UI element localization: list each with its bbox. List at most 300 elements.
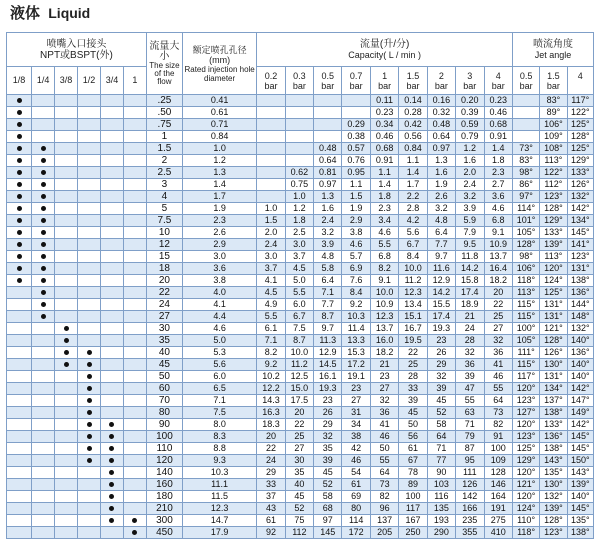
angle-cell: 145° bbox=[567, 503, 593, 515]
capacity-cell: 5.9 bbox=[456, 215, 484, 227]
table-row bbox=[7, 263, 594, 275]
capacity-cell: 52 bbox=[427, 407, 455, 419]
angle-cell: 115° bbox=[512, 359, 539, 371]
capacity-cell bbox=[285, 155, 313, 167]
diameter-cell: 8.3 bbox=[182, 431, 256, 443]
connection-cell bbox=[100, 143, 123, 155]
capacity-cell: 14.2 bbox=[427, 287, 455, 299]
available-dot-icon bbox=[41, 278, 46, 283]
connection-cell bbox=[32, 347, 55, 359]
capacity-cell: 1.9 bbox=[342, 203, 370, 215]
capacity-cell: 0.68 bbox=[484, 119, 512, 131]
angle-cell: 98° bbox=[512, 167, 539, 179]
table-row bbox=[7, 383, 594, 395]
capacity-cell: 10.0 bbox=[370, 287, 398, 299]
capacity-cell: 8.2 bbox=[370, 263, 398, 275]
connection-cell bbox=[100, 371, 123, 383]
angle-cell: 139° bbox=[567, 479, 593, 491]
capacity-cell: 112 bbox=[285, 527, 313, 539]
angle-pressure-value: 1.5 bbox=[547, 70, 560, 81]
capacity-cell: 235 bbox=[456, 515, 484, 527]
capacity-cell: 14.2 bbox=[456, 263, 484, 275]
capacity-cell: 0.16 bbox=[427, 95, 455, 107]
capacity-cell: 11.3 bbox=[314, 335, 342, 347]
connection-cell bbox=[100, 287, 123, 299]
capacity-cell: 78 bbox=[399, 467, 427, 479]
capacity-cell: 0.48 bbox=[314, 143, 342, 155]
flow-size-cell: 450 bbox=[146, 527, 182, 539]
angle-cell: 140° bbox=[567, 335, 593, 347]
capacity-cell: 10.9 bbox=[370, 299, 398, 311]
angle-cell: 132° bbox=[567, 323, 593, 335]
connection-cell bbox=[32, 215, 55, 227]
title-en: Liquid bbox=[48, 5, 91, 21]
connection-cell bbox=[100, 215, 123, 227]
connection-cell bbox=[55, 143, 78, 155]
diameter-cell: 7.5 bbox=[182, 407, 256, 419]
pressure-header-4 bbox=[370, 67, 398, 95]
capacity-cell: 0.14 bbox=[399, 95, 427, 107]
connection-cell bbox=[78, 455, 101, 467]
connection-cell bbox=[100, 131, 123, 143]
pressure-header-0 bbox=[257, 67, 285, 95]
pressure-value: 0.2 bbox=[264, 70, 278, 81]
connection-cell bbox=[55, 419, 78, 431]
capacity-cell: 27 bbox=[370, 383, 398, 395]
connection-cell bbox=[55, 407, 78, 419]
capacity-cell: 31 bbox=[342, 407, 370, 419]
connection-cell bbox=[100, 167, 123, 179]
diameter-cell: 8.8 bbox=[182, 443, 256, 455]
connection-cell bbox=[78, 119, 101, 131]
table-row bbox=[7, 179, 594, 191]
flow-size-cell: 2 bbox=[146, 155, 182, 167]
capacity-cell bbox=[285, 143, 313, 155]
connection-cell bbox=[55, 299, 78, 311]
capacity-cell: 9.7 bbox=[314, 323, 342, 335]
angle-cell: 129° bbox=[540, 215, 567, 227]
capacity-cell bbox=[257, 131, 285, 143]
capacity-cell: 191 bbox=[484, 503, 512, 515]
available-dot-icon bbox=[17, 206, 22, 211]
diameter-cell: 4.4 bbox=[182, 311, 256, 323]
capacity-cell: 52 bbox=[314, 479, 342, 491]
connection-cell bbox=[100, 191, 123, 203]
connection-cell bbox=[78, 155, 101, 167]
connection-cell bbox=[7, 263, 32, 275]
capacity-cell: 6.8 bbox=[370, 251, 398, 263]
flow-header-en: The size of the flow bbox=[149, 60, 180, 86]
capacity-cell: 0.34 bbox=[370, 119, 398, 131]
connection-cell bbox=[7, 443, 32, 455]
connection-cell bbox=[100, 227, 123, 239]
angle-cell: 111° bbox=[512, 347, 539, 359]
connection-cell bbox=[100, 431, 123, 443]
capacity-cell: 58 bbox=[314, 491, 342, 503]
angle-cell: 133° bbox=[540, 419, 567, 431]
available-dot-icon bbox=[87, 434, 92, 439]
angle-cell: 112° bbox=[540, 179, 567, 191]
connection-cell bbox=[100, 491, 123, 503]
diameter-cell: 7.1 bbox=[182, 395, 256, 407]
capacity-cell: 20 bbox=[285, 407, 313, 419]
pressure-header-6 bbox=[427, 67, 455, 95]
capacity-cell: 36 bbox=[484, 347, 512, 359]
angle-cell: 128° bbox=[540, 515, 567, 527]
connection-cell bbox=[78, 383, 101, 395]
connection-cell bbox=[32, 407, 55, 419]
connection-cell bbox=[78, 311, 101, 323]
table-row bbox=[7, 455, 594, 467]
connection-cell bbox=[7, 215, 32, 227]
diameter-cell: 4.0 bbox=[182, 287, 256, 299]
table-row bbox=[7, 107, 594, 119]
connection-cell bbox=[7, 275, 32, 287]
capacity-cell: 13.3 bbox=[342, 335, 370, 347]
diameter-cell: 5.6 bbox=[182, 359, 256, 371]
capacity-cell: 1.4 bbox=[484, 143, 512, 155]
capacity-cell: 114 bbox=[342, 515, 370, 527]
connection-cell bbox=[32, 443, 55, 455]
capacity-cell: 82 bbox=[484, 419, 512, 431]
connection-cell bbox=[7, 107, 32, 119]
available-dot-icon bbox=[41, 254, 46, 259]
pressure-unit: bar bbox=[292, 80, 306, 91]
capacity-cell: 2.3 bbox=[370, 203, 398, 215]
capacity-cell: 7.9 bbox=[456, 227, 484, 239]
capacity-cell: 15.5 bbox=[427, 299, 455, 311]
connection-cell bbox=[32, 263, 55, 275]
angle-cell: 134° bbox=[540, 383, 567, 395]
connection-cell bbox=[100, 239, 123, 251]
capacity-cell: 46 bbox=[342, 455, 370, 467]
angle-cell: 121° bbox=[512, 479, 539, 491]
connection-cell bbox=[55, 395, 78, 407]
angle-cell: 86° bbox=[512, 179, 539, 191]
capacity-cell: 4.5 bbox=[257, 287, 285, 299]
size-header-2: 3/8 bbox=[55, 67, 78, 95]
diameter-header bbox=[182, 33, 256, 95]
connection-cell bbox=[123, 263, 146, 275]
angle-cell: 108° bbox=[540, 143, 567, 155]
capacity-cell: 4.9 bbox=[257, 299, 285, 311]
diameter-cell: 17.9 bbox=[182, 527, 256, 539]
angle-cell: 150° bbox=[567, 455, 593, 467]
capacity-cell: 14.5 bbox=[314, 359, 342, 371]
capacity-cell: 7.7 bbox=[314, 299, 342, 311]
connection-cell bbox=[7, 299, 32, 311]
connection-cell bbox=[55, 335, 78, 347]
capacity-cell: 3.0 bbox=[257, 251, 285, 263]
capacity-cell: 42 bbox=[342, 443, 370, 455]
available-dot-icon bbox=[17, 254, 22, 259]
diameter-cell: 10.3 bbox=[182, 467, 256, 479]
angle-cell bbox=[512, 131, 539, 143]
angle-cell: 128° bbox=[540, 335, 567, 347]
flow-size-cell: 1 bbox=[146, 131, 182, 143]
pressure-unit: bar bbox=[321, 80, 335, 91]
angle-pressure-unit: bar bbox=[519, 80, 533, 91]
connection-cell bbox=[55, 215, 78, 227]
diameter-cell: 1.4 bbox=[182, 179, 256, 191]
capacity-cell: 73 bbox=[484, 407, 512, 419]
diameter-cell: 0.61 bbox=[182, 107, 256, 119]
table-row bbox=[7, 287, 594, 299]
diameter-header-zh: 额定喷孔孔径(mm) bbox=[192, 44, 247, 65]
connection-cell bbox=[55, 119, 78, 131]
connection-cell bbox=[32, 455, 55, 467]
angle-cell: 124° bbox=[512, 503, 539, 515]
table-row bbox=[7, 431, 594, 443]
capacity-cell: 26 bbox=[427, 347, 455, 359]
capacity-cell: 0.57 bbox=[342, 143, 370, 155]
connection-cell bbox=[78, 95, 101, 107]
connection-cell bbox=[100, 383, 123, 395]
table-row bbox=[7, 191, 594, 203]
available-dot-icon bbox=[17, 230, 22, 235]
connection-cell bbox=[100, 323, 123, 335]
table-row bbox=[7, 119, 594, 131]
available-dot-icon bbox=[17, 158, 22, 163]
connection-cell bbox=[7, 479, 32, 491]
connection-cell bbox=[55, 275, 78, 287]
capacity-cell: 2.0 bbox=[456, 167, 484, 179]
flow-size-cell: 30 bbox=[146, 323, 182, 335]
table-row bbox=[7, 479, 594, 491]
available-dot-icon bbox=[64, 326, 69, 331]
connection-cell bbox=[123, 311, 146, 323]
angle-cell: 140° bbox=[567, 359, 593, 371]
connection-cell bbox=[55, 227, 78, 239]
angle-cell: 144° bbox=[567, 299, 593, 311]
capacity-cell: 50 bbox=[399, 419, 427, 431]
connection-cell bbox=[78, 215, 101, 227]
connection-cell bbox=[7, 503, 32, 515]
angle-cell: 131° bbox=[540, 299, 567, 311]
capacity-cell: 2.8 bbox=[399, 203, 427, 215]
capacity-cell: 0.81 bbox=[314, 167, 342, 179]
capacity-cell: 2.3 bbox=[484, 167, 512, 179]
table-row bbox=[7, 527, 594, 539]
available-dot-icon bbox=[109, 458, 114, 463]
connection-cell bbox=[55, 191, 78, 203]
capacity-cell: 18.2 bbox=[370, 347, 398, 359]
angle-cell: 129° bbox=[567, 155, 593, 167]
diameter-cell: 3.0 bbox=[182, 251, 256, 263]
connection-cell bbox=[123, 443, 146, 455]
capacity-cell: 19.5 bbox=[399, 335, 427, 347]
capacity-cell: 0.79 bbox=[456, 131, 484, 143]
connection-cell bbox=[7, 347, 32, 359]
connection-cell bbox=[55, 287, 78, 299]
pressure-header-3 bbox=[342, 67, 370, 95]
capacity-cell: 17.4 bbox=[456, 287, 484, 299]
diameter-cell: 3.6 bbox=[182, 263, 256, 275]
angle-cell: 115° bbox=[512, 311, 539, 323]
capacity-cell: 3.9 bbox=[314, 239, 342, 251]
capacity-cell: 1.0 bbox=[257, 203, 285, 215]
capacity-cell: 9.2 bbox=[257, 359, 285, 371]
flow-size-cell: 110 bbox=[146, 443, 182, 455]
angle-cell: 131° bbox=[540, 311, 567, 323]
capacity-cell: 166 bbox=[456, 503, 484, 515]
connection-cell bbox=[100, 515, 123, 527]
available-dot-icon bbox=[87, 398, 92, 403]
capacity-cell: 10.2 bbox=[257, 371, 285, 383]
capacity-cell: 32 bbox=[370, 395, 398, 407]
connection-cell bbox=[32, 119, 55, 131]
capacity-cell: 0.29 bbox=[342, 119, 370, 131]
connection-cell bbox=[55, 515, 78, 527]
capacity-cell: 1.1 bbox=[370, 167, 398, 179]
capacity-cell: 36 bbox=[370, 407, 398, 419]
capacity-cell: 1.8 bbox=[484, 155, 512, 167]
diameter-cell: 0.41 bbox=[182, 95, 256, 107]
capacity-cell: 3.2 bbox=[314, 227, 342, 239]
table-row bbox=[7, 467, 594, 479]
pressure-header-5 bbox=[399, 67, 427, 95]
connection-cell bbox=[55, 467, 78, 479]
table-row bbox=[7, 203, 594, 215]
connection-cell bbox=[32, 131, 55, 143]
pressure-header-1 bbox=[285, 67, 313, 95]
angle-cell: 148° bbox=[567, 311, 593, 323]
angle-cell: 117° bbox=[567, 95, 593, 107]
angle-cell: 140° bbox=[567, 371, 593, 383]
capacity-cell: 32 bbox=[427, 371, 455, 383]
angle-cell: 136° bbox=[567, 347, 593, 359]
available-dot-icon bbox=[17, 266, 22, 271]
capacity-cell: 8.2 bbox=[257, 347, 285, 359]
capacity-cell: 13.7 bbox=[370, 323, 398, 335]
diameter-cell: 2.9 bbox=[182, 239, 256, 251]
flow-size-cell: 4 bbox=[146, 191, 182, 203]
angle-cell bbox=[512, 95, 539, 107]
angle-cell: 136° bbox=[540, 431, 567, 443]
connection-cell bbox=[123, 215, 146, 227]
capacity-cell: 1.2 bbox=[285, 203, 313, 215]
available-dot-icon bbox=[17, 242, 22, 247]
capacity-cell: 18.2 bbox=[484, 275, 512, 287]
capacity-cell: 7.6 bbox=[342, 275, 370, 287]
connection-cell bbox=[100, 299, 123, 311]
flow-size-cell: 100 bbox=[146, 431, 182, 443]
diameter-cell: 1.0 bbox=[182, 143, 256, 155]
capacity-cell: 63 bbox=[456, 407, 484, 419]
capacity-cell: 1.0 bbox=[285, 191, 313, 203]
diameter-cell: 2.6 bbox=[182, 227, 256, 239]
connection-cell bbox=[7, 515, 32, 527]
diameter-cell: 11.1 bbox=[182, 479, 256, 491]
available-dot-icon bbox=[87, 362, 92, 367]
flow-size-cell: 2.5 bbox=[146, 167, 182, 179]
capacity-cell: 1.9 bbox=[427, 179, 455, 191]
capacity-cell: 39 bbox=[427, 383, 455, 395]
connection-cell bbox=[7, 311, 32, 323]
pressure-unit: bar bbox=[406, 80, 420, 91]
angle-cell: 133° bbox=[540, 227, 567, 239]
capacity-cell bbox=[342, 95, 370, 107]
angle-cell: 123° bbox=[512, 395, 539, 407]
angle-cell: 114° bbox=[512, 203, 539, 215]
available-dot-icon bbox=[17, 218, 22, 223]
diameter-cell: 1.7 bbox=[182, 191, 256, 203]
capacity-cell: 30 bbox=[285, 455, 313, 467]
capacity-cell: 4.1 bbox=[257, 275, 285, 287]
capacity-cell: 0.38 bbox=[342, 131, 370, 143]
capacity-cell: 58 bbox=[427, 419, 455, 431]
angle-cell: 138° bbox=[540, 407, 567, 419]
connection-cell bbox=[78, 275, 101, 287]
connection-cell bbox=[123, 107, 146, 119]
capacity-cell: 1.5 bbox=[257, 215, 285, 227]
connection-cell bbox=[78, 467, 101, 479]
connection-cell bbox=[100, 479, 123, 491]
capacity-cell: 37 bbox=[257, 491, 285, 503]
available-dot-icon bbox=[87, 446, 92, 451]
connection-cell bbox=[7, 179, 32, 191]
capacity-cell: 145 bbox=[314, 527, 342, 539]
connection-cell bbox=[32, 335, 55, 347]
capacity-cell: 5.5 bbox=[285, 287, 313, 299]
capacity-cell: 3.6 bbox=[484, 191, 512, 203]
capacity-cell: 2.6 bbox=[427, 191, 455, 203]
available-dot-icon bbox=[41, 218, 46, 223]
capacity-cell bbox=[342, 107, 370, 119]
connection-cell bbox=[7, 191, 32, 203]
capacity-cell: 79 bbox=[456, 431, 484, 443]
connection-cell bbox=[32, 503, 55, 515]
angle-cell: 142° bbox=[567, 383, 593, 395]
pressure-header-8 bbox=[484, 67, 512, 95]
capacity-cell: 3.4 bbox=[370, 215, 398, 227]
capacity-cell: 1.4 bbox=[370, 179, 398, 191]
table-row bbox=[7, 275, 594, 287]
available-dot-icon bbox=[17, 170, 22, 175]
connection-cell bbox=[55, 131, 78, 143]
capacity-cell: 3.2 bbox=[456, 191, 484, 203]
angle-cell: 106° bbox=[540, 119, 567, 131]
capacity-cell: 4.2 bbox=[399, 215, 427, 227]
table-row bbox=[7, 143, 594, 155]
capacity-cell: 39 bbox=[314, 455, 342, 467]
available-dot-icon bbox=[41, 206, 46, 211]
flow-header-zh: 流量大小 bbox=[149, 40, 180, 62]
capacity-cell: 36 bbox=[456, 359, 484, 371]
capacity-cell: 12.9 bbox=[427, 275, 455, 287]
title-zh: 液体 bbox=[10, 4, 41, 22]
capacity-cell: 22 bbox=[484, 299, 512, 311]
flow-size-cell: 50 bbox=[146, 371, 182, 383]
angle-cell: 125° bbox=[567, 143, 593, 155]
capacity-cell: 0.11 bbox=[370, 95, 398, 107]
capacity-cell: 40 bbox=[285, 479, 313, 491]
connection-cell bbox=[100, 395, 123, 407]
diameter-cell: 6.0 bbox=[182, 371, 256, 383]
capacity-cell: 29 bbox=[257, 467, 285, 479]
capacity-cell: 6.9 bbox=[342, 263, 370, 275]
table-row bbox=[7, 155, 594, 167]
table-row bbox=[7, 347, 594, 359]
connection-cell bbox=[123, 287, 146, 299]
angle-pressure-header-2: 4 bbox=[567, 67, 593, 95]
capacity-cell: 69 bbox=[342, 491, 370, 503]
angle-header-zh: 喷流角度 bbox=[532, 38, 573, 50]
capacity-cell: 0.84 bbox=[399, 143, 427, 155]
capacity-header-zh: 流量(升/分) bbox=[359, 38, 410, 50]
available-dot-icon bbox=[109, 506, 114, 511]
connection-cell bbox=[78, 287, 101, 299]
